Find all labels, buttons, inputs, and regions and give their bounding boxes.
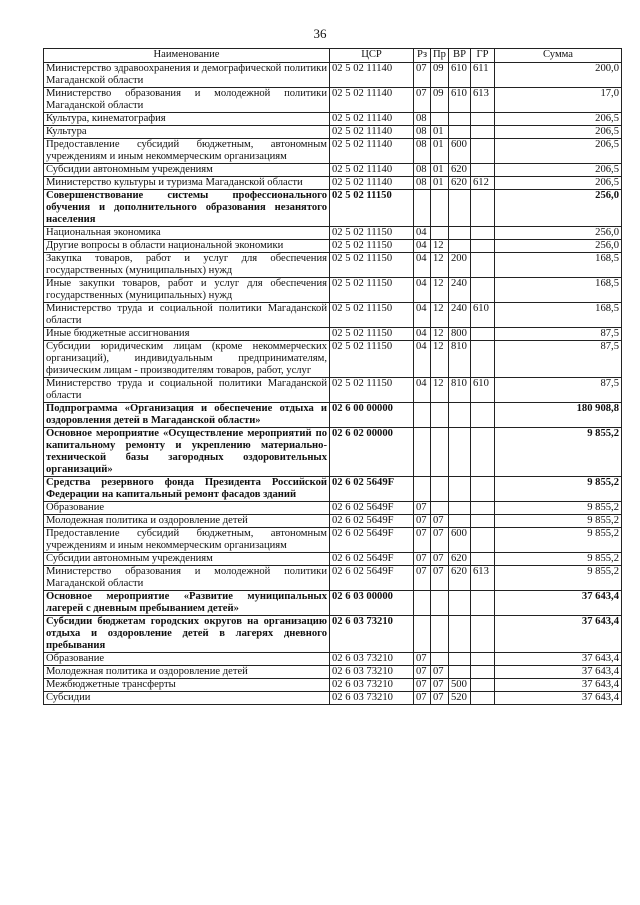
cell-csr: 02 5 02 11140 [330,63,414,88]
cell-csr: 02 6 00 00000 [330,403,414,428]
cell-csr: 02 5 02 11150 [330,190,414,227]
cell-vr: 600 [449,528,471,553]
cell-gr [471,653,495,666]
cell-gr [471,328,495,341]
table-row [44,303,622,328]
cell-vr: 200 [449,253,471,278]
cell-sum: 206,5 [495,164,622,177]
cell-csr: 02 6 02 5649F [330,553,414,566]
cell-name: Основное мероприятие «Осуществление мероприятий по капитальному ремонту и укреплению материально-технической базы загородных оздоровительных организаций» [44,428,330,477]
cell-sum: 206,5 [495,139,622,164]
cell-sum: 9 855,2 [495,528,622,553]
cell-rz: 07 [414,692,431,705]
cell-csr: 02 6 03 73210 [330,616,414,653]
cell-pr [431,591,449,616]
cell-name: Образование [44,502,330,515]
cell-gr [471,553,495,566]
cell-csr: 02 5 02 11150 [330,378,414,403]
cell-name: Предоставление субсидий бюджетным, автономным учреждениям и иным некоммерческим организациям [44,528,330,553]
table-row [44,341,622,378]
cell-name: Субсидии автономным учреждениям [44,164,330,177]
cell-gr [471,253,495,278]
cell-gr [471,428,495,477]
cell-name: Совершенствование системы профессионального обучения и дополнительного образования незанятого населения [44,190,330,227]
cell-vr: 620 [449,164,471,177]
cell-rz: 04 [414,303,431,328]
table-row [44,653,622,666]
cell-name: Субсидии бюджетам городских округов на организацию отдыха и оздоровление детей в лагерях дневного пребывания [44,616,330,653]
cell-name: Межбюджетные трансферты [44,679,330,692]
cell-vr [449,126,471,139]
table-row [44,515,622,528]
table-row [44,679,622,692]
cell-name: Национальная экономика [44,227,330,240]
cell-sum: 200,0 [495,63,622,88]
table-row [44,428,622,477]
cell-name: Средства резервного фонда Президента Российской Федерации на капитальный ремонт фасадов зданий [44,477,330,502]
cell-csr: 02 6 03 73210 [330,653,414,666]
cell-vr [449,591,471,616]
cell-name: Предоставление субсидий бюджетным, автономным учреждениям и иным некоммерческим организациям [44,139,330,164]
cell-rz [414,428,431,477]
cell-sum: 256,0 [495,190,622,227]
table-row [44,328,622,341]
cell-csr: 02 6 02 5649F [330,528,414,553]
cell-pr [431,653,449,666]
cell-pr [431,403,449,428]
cell-pr: 09 [431,63,449,88]
cell-sum: 37 643,4 [495,591,622,616]
cell-sum: 37 643,4 [495,692,622,705]
cell-name: Основное мероприятие «Развитие муниципальных лагерей с дневным пребыванием детей» [44,591,330,616]
cell-csr: 02 5 02 11140 [330,126,414,139]
cell-name: Министерство культуры и туризма Магаданской области [44,177,330,190]
cell-rz: 07 [414,528,431,553]
cell-gr [471,113,495,126]
cell-vr [449,616,471,653]
cell-name: Субсидии [44,692,330,705]
cell-csr: 02 5 02 11150 [330,253,414,278]
cell-rz: 07 [414,88,431,113]
cell-sum: 37 643,4 [495,666,622,679]
cell-pr: 12 [431,278,449,303]
cell-gr [471,278,495,303]
cell-pr: 07 [431,666,449,679]
cell-rz: 07 [414,653,431,666]
cell-rz: 04 [414,278,431,303]
cell-name: Подпрограмма «Организация и обеспечение отдыха и оздоровления детей в Магаданской области» [44,403,330,428]
cell-rz: 04 [414,328,431,341]
table-row [44,164,622,177]
header-csr: ЦСР [330,49,414,63]
cell-csr: 02 5 02 11140 [330,139,414,164]
cell-csr: 02 6 02 5649F [330,477,414,502]
cell-vr: 610 [449,63,471,88]
cell-vr: 620 [449,177,471,190]
cell-vr: 240 [449,278,471,303]
cell-pr: 07 [431,553,449,566]
cell-gr [471,126,495,139]
cell-csr: 02 5 02 11150 [330,278,414,303]
cell-pr: 07 [431,528,449,553]
cell-sum: 9 855,2 [495,515,622,528]
cell-csr: 02 6 03 73210 [330,679,414,692]
cell-sum: 9 855,2 [495,553,622,566]
table-header-row [44,49,622,63]
cell-rz [414,477,431,502]
cell-vr: 810 [449,341,471,378]
cell-vr: 620 [449,553,471,566]
cell-pr: 12 [431,240,449,253]
cell-gr: 610 [471,378,495,403]
cell-pr: 01 [431,126,449,139]
cell-pr: 12 [431,328,449,341]
cell-vr [449,653,471,666]
cell-pr [431,190,449,227]
cell-vr: 600 [449,139,471,164]
cell-vr [449,403,471,428]
header-rz: Рз [414,49,431,63]
cell-pr: 12 [431,253,449,278]
cell-vr: 620 [449,566,471,591]
cell-sum: 9 855,2 [495,502,622,515]
cell-name: Молодежная политика и оздоровление детей [44,666,330,679]
cell-sum: 17,0 [495,88,622,113]
table-row [44,553,622,566]
cell-rz: 08 [414,139,431,164]
cell-name: Образование [44,653,330,666]
page-number: 36 [313,26,327,41]
header-gr: ГР [471,49,495,63]
cell-csr: 02 5 02 11140 [330,177,414,190]
cell-pr [431,502,449,515]
cell-csr: 02 6 03 73210 [330,692,414,705]
cell-gr [471,477,495,502]
cell-rz [414,591,431,616]
cell-sum: 206,5 [495,113,622,126]
cell-name: Министерство образования и молодежной политики Магаданской области [44,88,330,113]
cell-csr: 02 5 02 11140 [330,88,414,113]
cell-gr: 611 [471,63,495,88]
table-row [44,591,622,616]
table-row [44,240,622,253]
cell-rz: 07 [414,566,431,591]
cell-rz: 07 [414,553,431,566]
cell-sum: 206,5 [495,126,622,139]
table-row [44,378,622,403]
table-row [44,190,622,227]
cell-csr: 02 5 02 11150 [330,240,414,253]
table-row [44,403,622,428]
cell-csr: 02 5 02 11140 [330,113,414,126]
cell-csr: 02 6 02 00000 [330,428,414,477]
cell-pr: 12 [431,341,449,378]
cell-csr: 02 5 02 11150 [330,328,414,341]
cell-gr [471,139,495,164]
table-row [44,113,622,126]
cell-gr [471,515,495,528]
cell-gr [471,666,495,679]
table-row [44,126,622,139]
cell-sum: 37 643,4 [495,616,622,653]
cell-pr: 07 [431,515,449,528]
cell-rz: 04 [414,378,431,403]
cell-pr [431,227,449,240]
budget-table [43,48,622,705]
cell-rz: 08 [414,177,431,190]
cell-csr: 02 5 02 11150 [330,303,414,328]
cell-rz: 07 [414,63,431,88]
table-row [44,477,622,502]
cell-csr: 02 6 02 5649F [330,502,414,515]
cell-rz: 07 [414,515,431,528]
cell-gr [471,502,495,515]
cell-gr [471,227,495,240]
cell-pr: 12 [431,303,449,328]
cell-sum: 256,0 [495,240,622,253]
cell-vr [449,113,471,126]
header-sum: Сумма [495,49,622,63]
header-name: Наименование [44,49,330,63]
cell-sum: 9 855,2 [495,428,622,477]
header-vr: ВР [449,49,471,63]
cell-csr: 02 5 02 11150 [330,341,414,378]
cell-pr: 12 [431,378,449,403]
cell-gr [471,591,495,616]
cell-csr: 02 6 02 5649F [330,566,414,591]
cell-sum: 37 643,4 [495,679,622,692]
cell-vr [449,477,471,502]
cell-gr: 613 [471,88,495,113]
cell-rz: 08 [414,126,431,139]
cell-vr: 500 [449,679,471,692]
cell-gr: 610 [471,303,495,328]
cell-rz: 04 [414,227,431,240]
cell-sum: 37 643,4 [495,653,622,666]
cell-pr: 01 [431,164,449,177]
cell-rz: 07 [414,502,431,515]
cell-rz [414,190,431,227]
cell-rz: 08 [414,113,431,126]
table-row [44,278,622,303]
cell-sum: 9 855,2 [495,566,622,591]
cell-rz: 07 [414,666,431,679]
cell-sum: 87,5 [495,378,622,403]
cell-rz [414,616,431,653]
cell-pr [431,477,449,502]
cell-vr: 610 [449,88,471,113]
cell-pr: 01 [431,177,449,190]
cell-sum: 168,5 [495,303,622,328]
cell-vr [449,428,471,477]
table-row [44,692,622,705]
cell-rz: 04 [414,341,431,378]
cell-sum: 87,5 [495,341,622,378]
cell-name: Министерство здравоохранения и демографической политики Магаданской области [44,63,330,88]
cell-rz: 07 [414,679,431,692]
cell-rz: 04 [414,240,431,253]
cell-rz: 08 [414,164,431,177]
cell-sum: 206,5 [495,177,622,190]
cell-gr [471,341,495,378]
table-row [44,502,622,515]
cell-name: Иные закупки товаров, работ и услуг для обеспечения государственных (муниципальных) нужд [44,278,330,303]
cell-sum: 87,5 [495,328,622,341]
cell-vr [449,666,471,679]
cell-pr: 07 [431,566,449,591]
cell-name: Министерство труда и социальной политики Магаданской области [44,303,330,328]
table-row [44,253,622,278]
cell-csr: 02 6 03 73210 [330,666,414,679]
table-row [44,177,622,190]
table-row [44,139,622,164]
cell-name: Иные бюджетные ассигнования [44,328,330,341]
cell-name: Культура [44,126,330,139]
table-row [44,616,622,653]
cell-name: Министерство труда и социальной политики Магаданской области [44,378,330,403]
cell-vr [449,240,471,253]
cell-vr [449,502,471,515]
cell-vr: 520 [449,692,471,705]
cell-gr [471,692,495,705]
cell-name: Культура, кинематография [44,113,330,126]
cell-pr [431,113,449,126]
cell-sum: 256,0 [495,227,622,240]
cell-vr: 810 [449,378,471,403]
cell-name: Субсидии юридическим лицам (кроме некоммерческих организаций), индивидуальным предпринимателям, физическим лицам - производителям товаров, работ, услуг [44,341,330,378]
cell-gr [471,616,495,653]
cell-sum: 168,5 [495,253,622,278]
cell-csr: 02 5 02 11150 [330,227,414,240]
cell-pr: 07 [431,692,449,705]
cell-gr [471,190,495,227]
table-row [44,528,622,553]
header-pr: Пр [431,49,449,63]
cell-csr: 02 5 02 11140 [330,164,414,177]
cell-name: Молодежная политика и оздоровление детей [44,515,330,528]
table-body [44,63,622,705]
cell-pr [431,616,449,653]
cell-pr: 01 [431,139,449,164]
cell-sum: 168,5 [495,278,622,303]
cell-vr: 800 [449,328,471,341]
cell-sum: 9 855,2 [495,477,622,502]
cell-gr [471,403,495,428]
cell-gr [471,164,495,177]
table-row [44,63,622,88]
cell-vr [449,190,471,227]
cell-pr: 07 [431,679,449,692]
table-row [44,88,622,113]
cell-gr: 612 [471,177,495,190]
cell-gr [471,240,495,253]
cell-csr: 02 6 03 00000 [330,591,414,616]
cell-gr: 613 [471,566,495,591]
cell-pr [431,428,449,477]
cell-name: Другие вопросы в области национальной экономики [44,240,330,253]
cell-gr [471,679,495,692]
cell-vr [449,227,471,240]
cell-name: Закупка товаров, работ и услуг для обеспечения государственных (муниципальных) нужд [44,253,330,278]
cell-csr: 02 6 02 5649F [330,515,414,528]
cell-pr: 09 [431,88,449,113]
table-row [44,227,622,240]
cell-rz: 04 [414,253,431,278]
cell-name: Субсидии автономным учреждениям [44,553,330,566]
table-row [44,666,622,679]
cell-vr: 240 [449,303,471,328]
cell-gr [471,528,495,553]
cell-rz [414,403,431,428]
table-row [44,566,622,591]
cell-vr [449,515,471,528]
cell-sum: 180 908,8 [495,403,622,428]
cell-name: Министерство образования и молодежной политики Магаданской области [44,566,330,591]
